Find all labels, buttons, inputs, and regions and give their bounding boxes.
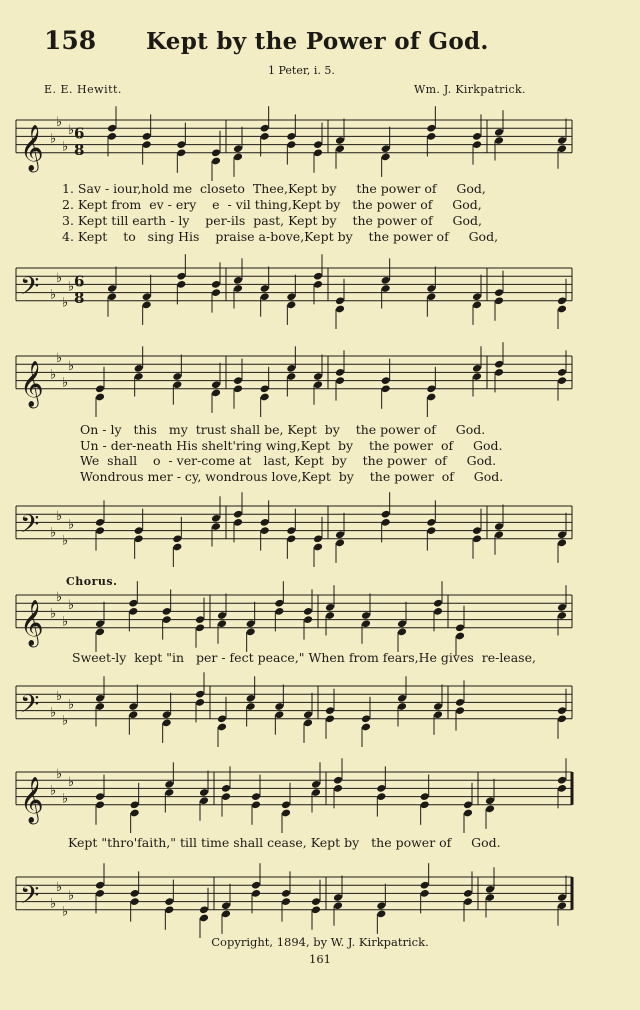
flat-sign: ♭ bbox=[50, 287, 57, 303]
flat-sign: ♭ bbox=[62, 614, 69, 630]
flat-sign: ♭ bbox=[56, 589, 63, 605]
time-signature-bottom: 8 bbox=[74, 140, 85, 159]
verse-1-line-1: 1. Sav - iour,hold me closeto Thee,Kept by the power of God, bbox=[62, 181, 486, 196]
treble-clef: 𝄞 bbox=[20, 776, 44, 823]
flat-sign: ♭ bbox=[68, 517, 75, 533]
treble-clef: 𝄞 bbox=[20, 360, 44, 407]
verse-1-line-2: On - ly this my trust shall be, Kept by the power of God. bbox=[80, 422, 486, 437]
flat-sign: ♭ bbox=[56, 689, 63, 705]
flat-sign: ♭ bbox=[62, 139, 69, 155]
flat-sign: ♭ bbox=[68, 697, 75, 713]
flat-sign: ♭ bbox=[62, 791, 69, 807]
hymn-title: Kept by the Power of God. bbox=[146, 28, 489, 55]
flat-sign: ♭ bbox=[56, 880, 63, 896]
verse-4-line-1: 4. Kept to sing His praise a-bove,Kept by the power of God, bbox=[62, 229, 499, 244]
flat-sign: ♭ bbox=[50, 896, 57, 912]
flat-sign: ♭ bbox=[50, 131, 57, 147]
copyright-notice: Copyright, 1894, by W. J. Kirkpatrick. bbox=[211, 935, 429, 949]
bass-clef: 𝄢 bbox=[20, 689, 40, 725]
flat-sign: ♭ bbox=[68, 598, 75, 614]
flat-sign: ♭ bbox=[68, 279, 75, 295]
time-signature-top: 6 bbox=[74, 272, 85, 291]
chorus-line-1: Sweet-ly kept "in per - fect peace," When from fears,He gives re-lease, bbox=[72, 650, 536, 665]
flat-sign: ♭ bbox=[56, 766, 63, 782]
flat-sign: ♭ bbox=[68, 775, 75, 791]
flat-sign: ♭ bbox=[62, 295, 69, 311]
flat-sign: ♭ bbox=[62, 904, 69, 920]
flat-sign: ♭ bbox=[68, 888, 75, 904]
verse-3-line-2: We shall o - ver-come at last, Kept by the power of God. bbox=[80, 453, 497, 468]
flat-sign: ♭ bbox=[50, 783, 57, 799]
time-signature-top: 6 bbox=[74, 124, 85, 143]
verse-3-line-1: 3. Kept till earth - ly per-ils past, Kept by the power of God, bbox=[62, 213, 482, 228]
chorus-label: Chorus. bbox=[66, 575, 118, 588]
flat-sign: ♭ bbox=[62, 375, 69, 391]
flat-sign: ♭ bbox=[50, 367, 57, 383]
lyricist-credit: E. E. Hewitt. bbox=[44, 83, 122, 96]
flat-sign: ♭ bbox=[68, 359, 75, 375]
scripture-reference: 1 Peter, i. 5. bbox=[268, 64, 335, 77]
treble-clef: 𝄞 bbox=[20, 124, 44, 171]
verse-4-line-2: Wondrous mer - cy, wondrous love,Kept by the power of God. bbox=[80, 469, 504, 484]
bass-clef: 𝄢 bbox=[20, 271, 40, 307]
hymn-number: 158 bbox=[44, 26, 97, 55]
flat-sign: ♭ bbox=[56, 271, 63, 287]
flat-sign: ♭ bbox=[50, 525, 57, 541]
composer-credit: Wm. J. Kirkpatrick. bbox=[414, 83, 526, 96]
flat-sign: ♭ bbox=[68, 123, 75, 139]
verse-2-line-1: 2. Kept from ev - ery e - vil thing,Kept by the power of God, bbox=[62, 197, 482, 212]
flat-sign: ♭ bbox=[50, 606, 57, 622]
flat-sign: ♭ bbox=[50, 705, 57, 721]
bass-clef: 𝄢 bbox=[20, 880, 40, 916]
page-number: 161 bbox=[309, 952, 331, 966]
flat-sign: ♭ bbox=[56, 509, 63, 525]
flat-sign: ♭ bbox=[56, 350, 63, 366]
flat-sign: ♭ bbox=[56, 114, 63, 130]
verse-2-line-2: Un - der-neath His shelt'ring wing,Kept by the power of God. bbox=[80, 438, 503, 453]
chorus-line-2: Kept "thro'faith," till time shall cease, Kept by the power of God. bbox=[68, 835, 501, 850]
treble-clef: 𝄞 bbox=[20, 599, 44, 646]
flat-sign: ♭ bbox=[62, 533, 69, 549]
flat-sign: ♭ bbox=[62, 713, 69, 729]
time-signature-bottom: 8 bbox=[74, 288, 85, 307]
bass-clef: 𝄢 bbox=[20, 509, 40, 545]
